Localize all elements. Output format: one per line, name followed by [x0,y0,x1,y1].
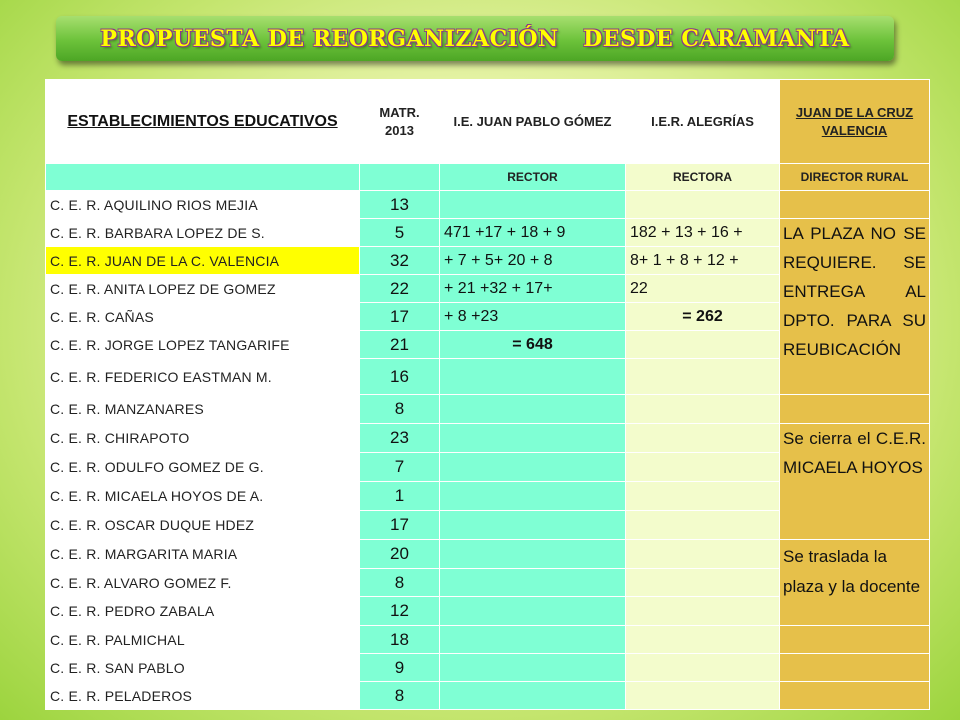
row-matr: 8 [360,569,440,597]
row-name: C. E. R. PALMICHAL [46,626,360,654]
empty-cell [626,395,780,424]
row-name: C. E. R. BARBARA LOPEZ DE S. [46,219,360,247]
empty-cell [780,395,930,424]
row-name: C. E. R. SAN PABLO [46,654,360,682]
empty-cell [440,424,626,453]
row-matr: 13 [360,191,440,219]
header-establecimientos: ESTABLECIMIENTOS EDUCATIVOS [46,80,360,164]
empty-cell [780,191,930,219]
empty-cell [440,511,626,540]
row-matr: 12 [360,597,440,626]
empty-cell [440,654,626,682]
empty-cell [626,331,780,359]
table-row [46,424,930,453]
header-ier-alegrias: I.E.R. ALEGRÍAS [626,80,780,164]
subheader-empty-cell [360,164,440,191]
empty-cell [780,654,930,682]
reorganization-table [45,79,930,710]
alegrias-sum-total: = 262 [626,303,780,331]
row-matr: 23 [360,424,440,453]
row-matr: 16 [360,359,440,395]
empty-cell [626,626,780,654]
juan-pablo-sum-line: + 21 +32 + 17+ [440,275,626,303]
empty-cell [626,682,780,710]
alegrias-sum-line: 22 [626,275,780,303]
alegrias-sum-line: 8+ 1 + 8 + 12 + [626,247,780,275]
empty-cell [440,395,626,424]
empty-cell [440,597,626,626]
table-row [46,626,930,654]
subheader-director: DIRECTOR RURAL [780,164,930,191]
row-matr: 17 [360,511,440,540]
juan-pablo-sum-line: + 7 + 5+ 20 + 8 [440,247,626,275]
row-name: C. E. R. MICAELA HOYOS DE A. [46,482,360,511]
note-plaza: LA PLAZA NO SE REQUIERE. SE ENTREGA AL DPTO. PARA SU REUBICACIÓN [780,219,930,395]
row-matr: 18 [360,626,440,654]
row-matr: 8 [360,682,440,710]
row-name: C. E. R. MANZANARES [46,395,360,424]
empty-cell [440,482,626,511]
table-row [46,219,930,247]
empty-cell [626,424,780,453]
empty-cell [440,453,626,482]
subheader-rector: RECTOR [440,164,626,191]
row-name: C. E. R. PEDRO ZABALA [46,597,360,626]
empty-cell [440,191,626,219]
alegrias-sum-line: 182 + 13 + 16 + [626,219,780,247]
row-name: C. E. R. MARGARITA MARIA [46,540,360,569]
table-row [46,395,930,424]
empty-cell [626,482,780,511]
empty-cell [626,654,780,682]
header-ie-juan-pablo: I.E. JUAN PABLO GÓMEZ [440,80,626,164]
row-name: C. E. R. JORGE LOPEZ TANGARIFE [46,331,360,359]
row-matr: 20 [360,540,440,569]
empty-cell [440,359,626,395]
note-traslada: Se traslada la plaza y la docente [780,540,930,626]
empty-cell [440,569,626,597]
row-name: C. E. R. AQUILINO RIOS MEJIA [46,191,360,219]
subheader-empty-cell [46,164,360,191]
row-matr: 17 [360,303,440,331]
row-matr: 9 [360,654,440,682]
empty-cell [440,626,626,654]
row-name: C. E. R. ALVARO GOMEZ F. [46,569,360,597]
empty-cell [780,682,930,710]
empty-cell [626,540,780,569]
row-matr: 7 [360,453,440,482]
page-title: PROPUESTA DE REORGANIZACIÓN DESDE CARAMANTA [100,25,850,52]
subheader-row [46,164,930,191]
note-cierra: Se cierra el C.E.R. MICAELA HOYOS [780,424,930,540]
row-matr: 5 [360,219,440,247]
empty-cell [440,540,626,569]
row-name: C. E. R. PELADEROS [46,682,360,710]
juan-pablo-sum-total: = 648 [440,331,626,359]
header-row [46,80,930,164]
row-matr: 22 [360,275,440,303]
title-banner [56,16,894,61]
empty-cell [626,511,780,540]
empty-cell [626,453,780,482]
row-name-highlighted: C. E. R. JUAN DE LA C. VALENCIA [46,247,360,275]
header-juan-de-la-cruz: JUAN DE LA CRUZ VALENCIA [780,80,930,164]
juan-pablo-sum-line: 471 +17 + 18 + 9 [440,219,626,247]
empty-cell [626,359,780,395]
table-row [46,682,930,710]
table-row [46,540,930,569]
empty-cell [626,191,780,219]
row-name: C. E. R. CAÑAS [46,303,360,331]
table-row [46,654,930,682]
row-name: C. E. R. ANITA LOPEZ DE GOMEZ [46,275,360,303]
row-name: C. E. R. FEDERICO EASTMAN M. [46,359,360,395]
empty-cell [626,597,780,626]
header-matr: MATR. 2013 [360,80,440,164]
empty-cell [780,626,930,654]
empty-cell [626,569,780,597]
row-matr: 21 [360,331,440,359]
juan-pablo-sum-line: + 8 +23 [440,303,626,331]
empty-cell [440,682,626,710]
row-name: C. E. R. ODULFO GOMEZ DE G. [46,453,360,482]
row-name: C. E. R. OSCAR DUQUE HDEZ [46,511,360,540]
subheader-rectora: RECTORA [626,164,780,191]
row-matr: 8 [360,395,440,424]
table-row [46,191,930,219]
row-matr: 32 [360,247,440,275]
row-name: C. E. R. CHIRAPOTO [46,424,360,453]
row-matr: 1 [360,482,440,511]
